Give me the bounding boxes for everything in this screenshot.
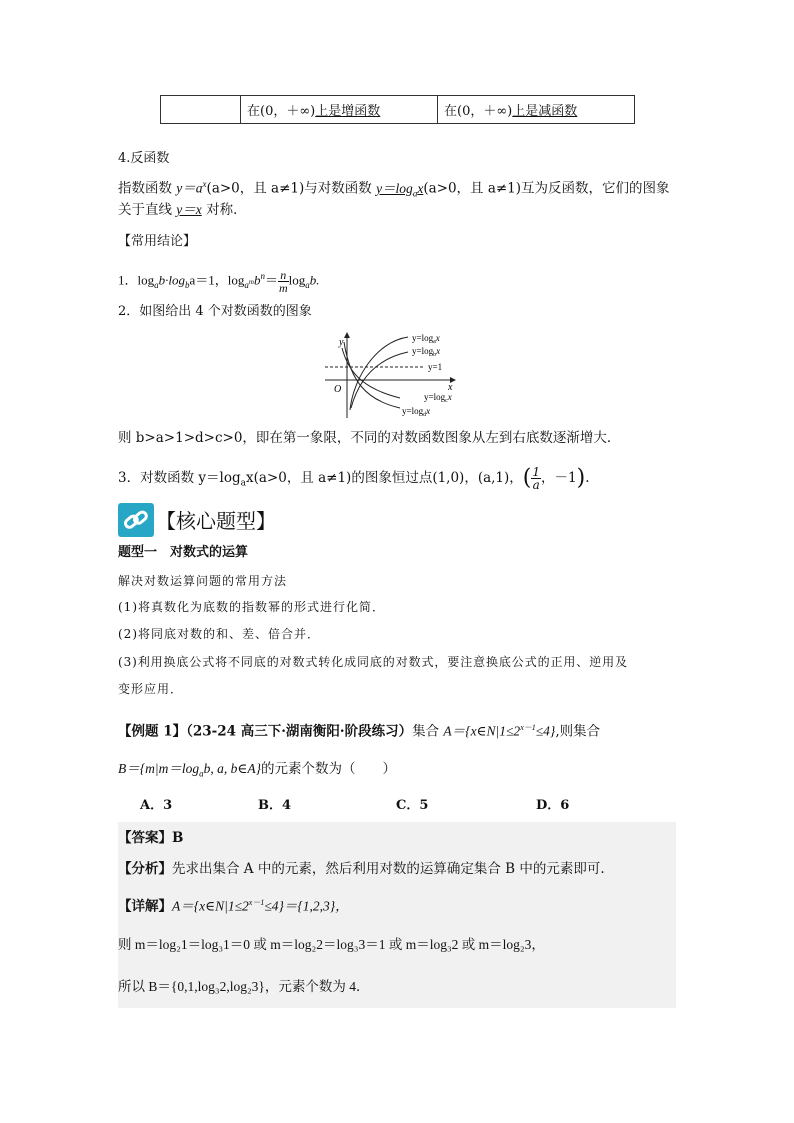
label-log-a: $y=\log_ax$ [412,333,440,345]
detail-expr: A＝{x∈N|1≤2 [172,898,249,914]
curve-log-c [342,348,400,398]
detail-line-2: 则 m＝log₂1＝log₃1＝0 或 m＝log₂2＝log₃3＝1 或 m＝log₃2 或 m＝log₂3， [118,937,545,952]
sup: m [248,277,254,286]
fraction-n-over-m: $\frac{n}{m}$ [278,267,288,295]
set-A-end: ≤4} [535,723,556,739]
graph-conclusion: 则 b>a>1>d>c>0，即在第一象限，不同的对数函数图象从左到右底数逐渐增大． [118,430,621,446]
option-d: D．6 [536,798,570,813]
text: b [253,272,261,288]
decreasing-text: 上是减函数 [512,104,578,119]
expr: y＝x [176,202,202,217]
text: . [585,470,590,486]
interval-text: 在(0，＋∞) [444,104,513,119]
text: 1．log [118,272,155,288]
conclusion-item-3: 3．对数函数 $y=\log_ax(a>0$，且 a≠1)的图象恒过点(1,0)，(a,1)，( $\frac{1}{a}$ ，－1). [118,465,590,492]
analysis-text: 先求出集合 A 中的元素，然后利用对数的运算确定集合 B 中的元素即可. [172,861,605,877]
example-tag: 【例题 1】 [118,723,187,740]
example-source: （23-24 高三下·湖南衡阳·阶段练习） [186,723,413,740]
table-cell-increasing [241,96,438,124]
sup: x－1 [520,723,536,732]
table-cell-decreasing [438,96,635,124]
text: ，－1 [541,470,577,486]
sup: x－1 [248,898,265,907]
expr: y＝log [376,180,413,196]
method-3b: 变形应用． [118,682,184,696]
text: (a>0，且 a≠1)与对数函数 [206,180,377,197]
text: b. [309,272,320,288]
label-log-d: $y=\log_dx$ [402,406,431,418]
text: ,则集合 [555,723,601,740]
set-B-end: b, a, b∈A} [203,761,261,776]
answer-value: B [172,830,184,846]
set-A: A＝{x∈N|1≤2 [443,723,521,739]
option-c: C．5 [396,798,429,813]
expr: x [417,180,424,196]
answer-tag: 【答案】 [118,830,172,846]
comparison-table [160,95,635,124]
text: ＝ [264,272,278,288]
sub: a [412,188,418,199]
expr: y＝a [176,180,203,196]
analysis-tag: 【分析】 [118,861,172,877]
y-axis-label: y [339,337,344,348]
text: (a>0，且 a≠1)互为反函数，它们的图象 [423,180,670,197]
table-row [161,96,635,124]
text: b·log [158,272,185,288]
curve-log-a [350,337,408,410]
sub: a [244,279,249,290]
log-functions-graph [320,330,470,420]
option-b: B．4 [258,798,292,813]
detail-line-1 [118,893,349,917]
method-title: 解决对数运算问题的常用方法 [118,574,288,588]
text: 3．对数函数 y＝log [118,470,241,486]
sub: a [154,279,159,290]
section-heading-inverse: 4.反函数 [118,151,170,166]
answer-line [118,828,183,848]
sub: a [240,478,246,489]
text: 集合 [412,723,444,740]
analysis-line [118,859,605,879]
origin-label: O [334,384,342,395]
text: x(a>0，且 a≠1)的图象恒过点(1,0)，(a,1)， [245,470,523,486]
method-1: (1)将真数化为底数的指数幂的形式进行化简． [118,600,385,614]
example1-line1 [118,718,600,742]
label-log-c: $y=\log_cx$ [424,392,452,404]
detail-expr: ≤4}＝{1,2,3}， [264,898,349,914]
detail-tag: 【详解】 [118,898,172,915]
inverse-line-1 [118,174,670,203]
conclusion-item-1 [118,266,320,295]
y-axis-arrow [344,332,350,338]
text: 对称． [201,202,247,218]
text: a＝1，log [189,272,245,288]
increasing-text: 上是增函数 [315,104,381,119]
text: 关于直线 [118,202,177,218]
sup: x [202,179,207,189]
set-B: B＝{m|m＝log [118,761,200,776]
example1-line2 [118,759,396,784]
sub: a [305,279,310,290]
sub: b [185,279,190,290]
detail-line-3: 所以 B＝{0,1,log₃2,log₂3}，元素个数为 4． [118,979,370,994]
interval-text: 在(0，＋∞) [247,104,316,119]
text: 的元素个数为（ ） [261,761,396,777]
label-log-b: $y=\log_bx$ [412,346,441,358]
sub: a [199,768,204,779]
text: log [288,272,306,288]
x-axis-label: x [448,382,453,393]
sup: n [260,271,265,281]
method-2: (2)将同底对数的和、差、倍合并． [118,627,320,641]
inverse-line-2 [118,200,247,220]
method-3a: (3)利用换底公式将不同底的对数式转化成同底的对数式，要注意换底公式的正用、逆用及 [118,655,628,669]
conclusions-heading: 【常用结论】 [118,234,197,249]
label-y-equals-1: y=1 [428,362,443,372]
text: 指数函数 [118,180,177,197]
link-icon [118,503,154,537]
option-a: A．3 [140,798,173,813]
core-banner-title: 【核心题型】 [156,509,276,533]
conclusion-item-2: 2．如图给出 4 个对数函数的图象 [118,304,312,319]
table-cell-empty [161,96,241,124]
type1-heading: 题型一 对数式的运算 [118,545,249,560]
fraction-1-over-a: $\frac{1}{a}$ [532,465,541,492]
